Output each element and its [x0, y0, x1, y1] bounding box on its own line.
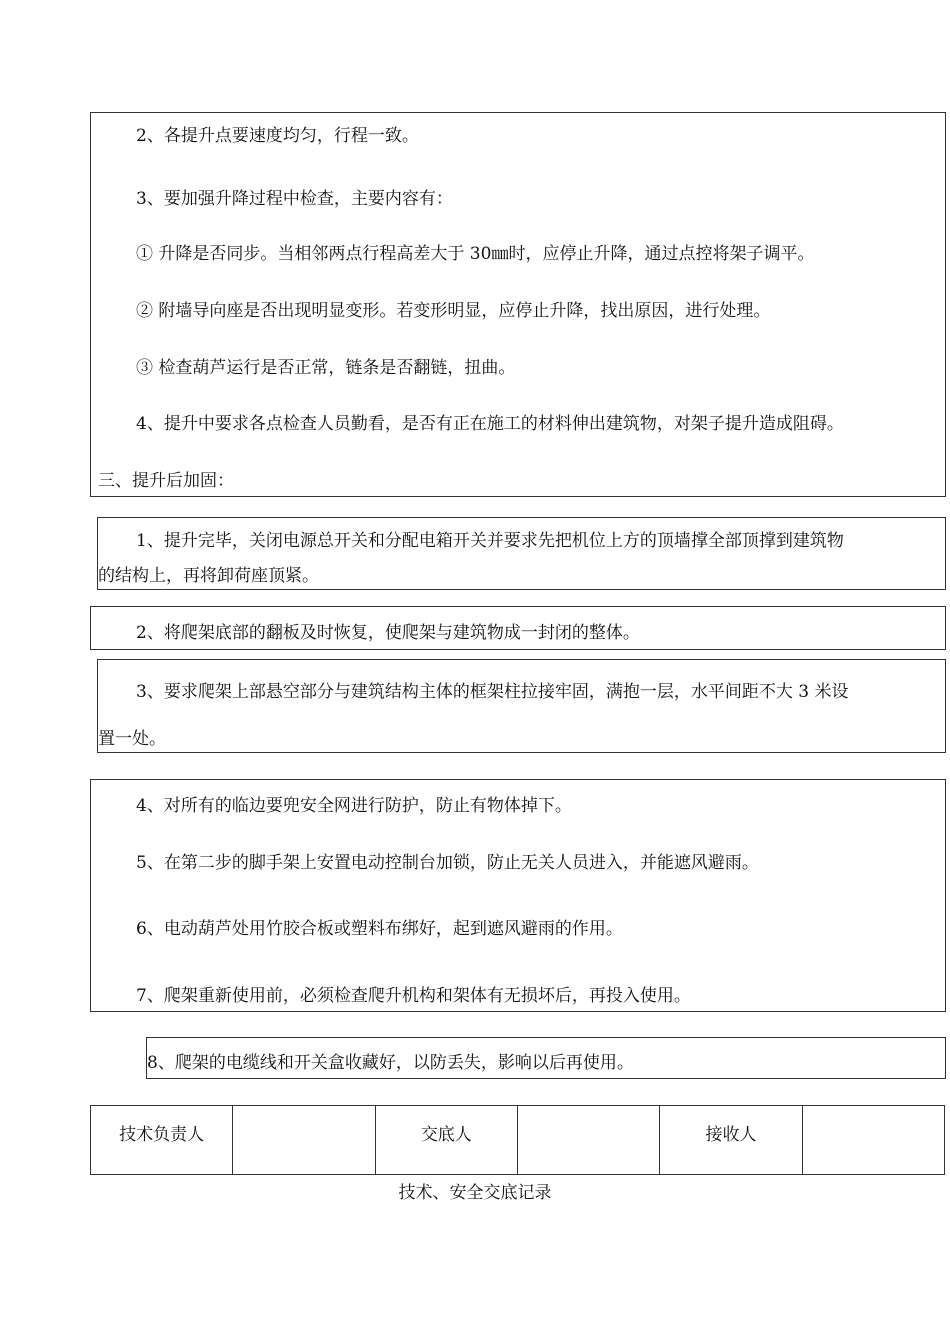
item-check-2: ② 附墙导向座是否出现明显变形。若变形明显，应停止升降，找出原因，进行处理。	[136, 301, 771, 321]
item-8-cable: 8、爬架的电缆线和开关盒收藏好，以防丢失，影响以后再使用。	[147, 1053, 634, 1073]
discloser-label: 交底人	[375, 1106, 517, 1175]
item-check-1: ① 升降是否同步。当相邻两点行程高差大于 30㎜时，应停止升降，通过点控将架子调平。	[136, 244, 815, 264]
signature-table	[90, 1105, 945, 1175]
receiver-label: 接收人	[660, 1106, 802, 1175]
item-6-hoist: 6、电动葫芦处用竹胶合板或塑料布绑好，起到遮风避雨的作用。	[136, 919, 623, 939]
item-4-safety-net: 4、对所有的临边要兜安全网进行防护，防止有物体掉下。	[136, 796, 572, 816]
tech-lead-label: 技术负责人	[91, 1106, 233, 1175]
item-7-inspection: 7、爬架重新使用前，必须检查爬升机构和架体有无损坏后，再投入使用。	[136, 986, 691, 1006]
discloser-field[interactable]	[517, 1106, 659, 1175]
item-1-line2: 的结构上，再将卸荷座顶紧。	[98, 566, 319, 586]
item-1-line1: 1、提升完毕，关闭电源总开关和分配电箱开关并要求先把机位上方的顶墙撑全部顶撑到建筑物	[136, 531, 844, 551]
section-heading: 三、提升后加固：	[98, 471, 234, 491]
item-5-console: 5、在第二步的脚手架上安置电动控制台加锁，防止无关人员进入，并能遮风避雨。	[136, 853, 759, 873]
item-2: 2、各提升点要速度均匀，行程一致。	[136, 126, 419, 146]
tech-lead-field[interactable]	[233, 1106, 375, 1175]
content-box-item-3	[97, 659, 946, 753]
item-4: 4、提升中要求各点检查人员勤看，是否有正在施工的材料伸出建筑物，对架子提升造成阻碍。	[136, 414, 844, 434]
item-3-line2: 置一处。	[98, 729, 166, 749]
item-3: 3、要加强升降过程中检查，主要内容有：	[136, 189, 453, 209]
receiver-field[interactable]	[802, 1106, 944, 1175]
record-caption: 技术、安全交底记录	[398, 1183, 552, 1203]
item-2-restore: 2、将爬架底部的翻板及时恢复，使爬架与建筑物成一封闭的整体。	[136, 623, 640, 643]
item-check-3: ③ 检查葫芦运行是否正常，链条是否翻链，扭曲。	[136, 358, 516, 378]
item-3-line1: 3、要求爬架上部悬空部分与建筑结构主体的框架柱拉接牢固，满抱一层，水平间距不大 3 米设	[136, 682, 849, 702]
